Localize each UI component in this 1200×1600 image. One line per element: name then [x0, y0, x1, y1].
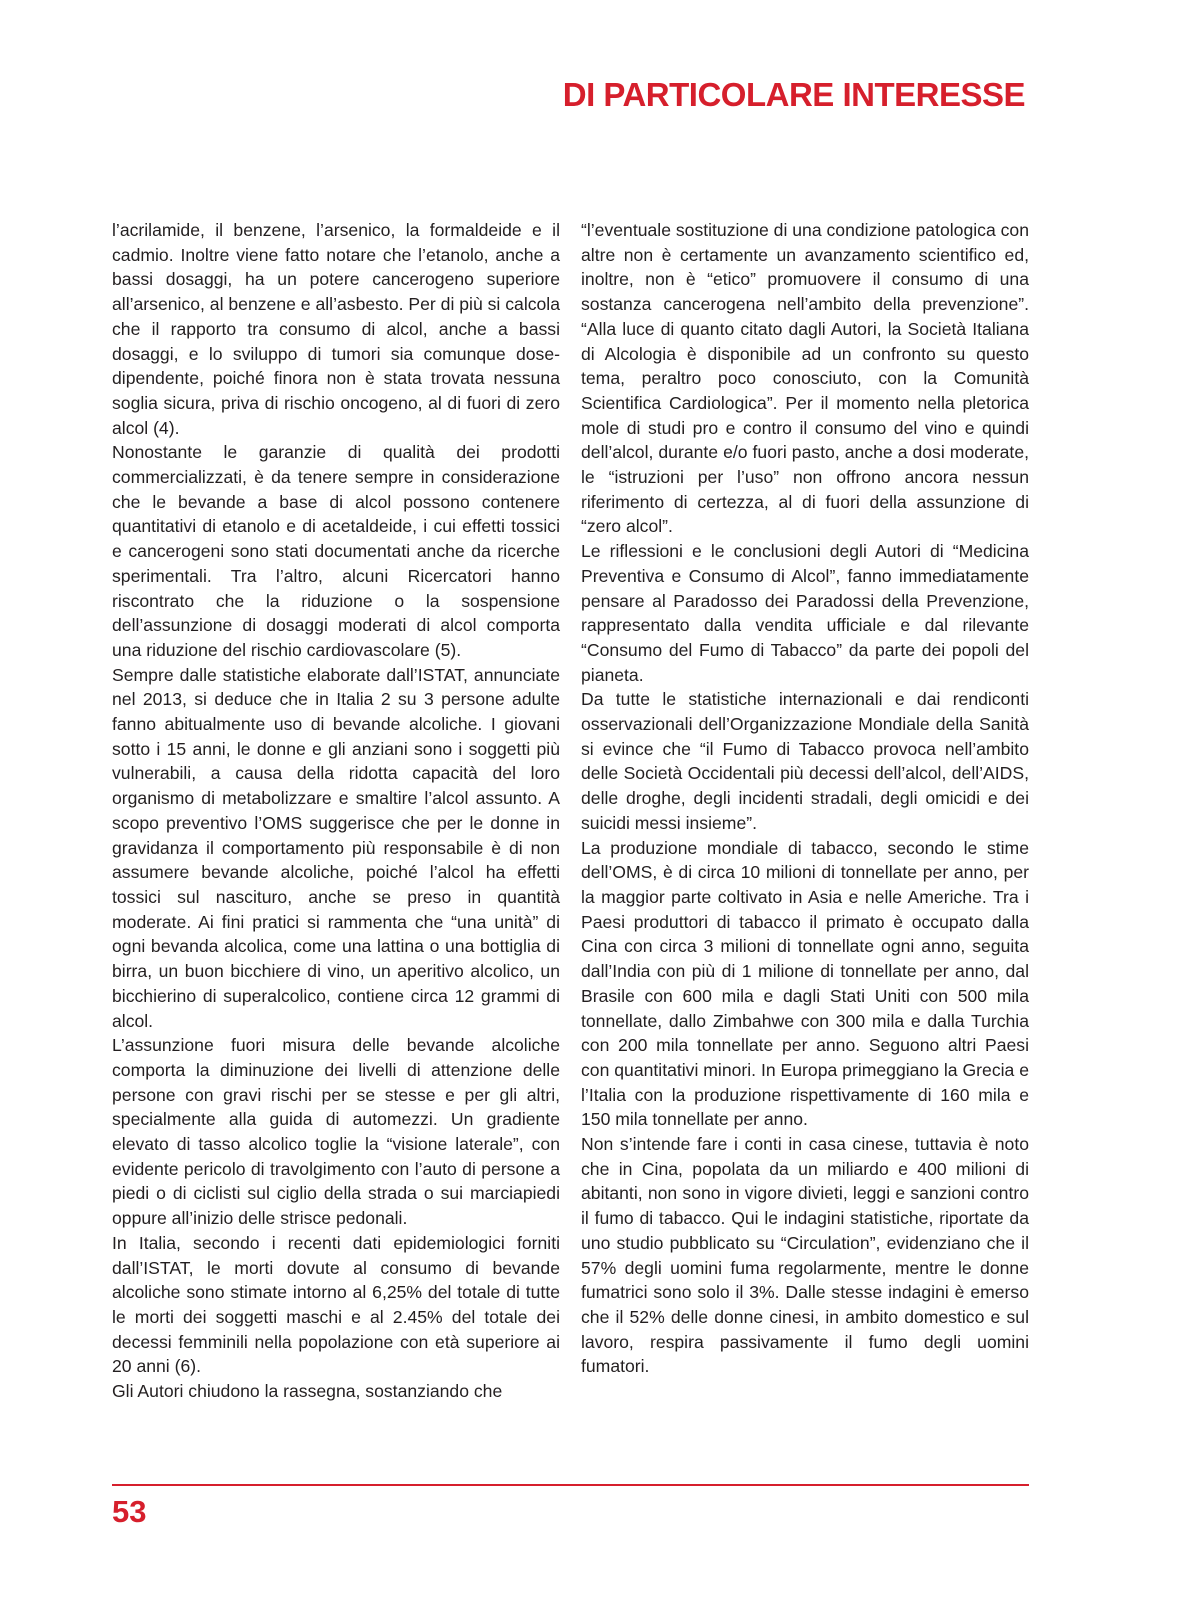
paragraph: Da tutte le statistiche internazionali e dai rendiconti osservazionali dell’Organizzazione Mondiale della Sanità si evince che “il Fumo di Tabacco provoca nell’ambito delle Società Occidentali più decessi dell’alcol, dell’AIDS, delle droghe, degli incidenti stradali, degli omicidi e dei suicidi messi insieme”. [581, 689, 1029, 833]
paragraph: “l’eventuale sostituzione di una condizione patologica con altre non è certamente un avanzamento scientifico ed, inoltre, non è “etico” promuovere il consumo di una sostanza cancerogena nell’ambito della prevenzione”. “Alla luce di quanto citato dagli Autori, la Società Italiana di Alcologia è disponibile ad un confronto su questo tema, peraltro poco conosciuto, con la Comunità Scientifica Cardiologica”. Per il momento nella pletorica mole di studi pro e contro il consumo del vino e quindi dell’alcol, durante e/o fuori pasto, anche a dosi moderate, le “istruzioni per l’uso” non offrono ancora nessun riferimento di certezza, al di fuori della assunzione di “zero alcol”. [581, 220, 1029, 537]
paragraph: l’acrilamide, il benzene, l’arsenico, la formaldeide e il cadmio. Inoltre viene fatto notare che l’etanolo, anche a bassi dosaggi, ha un potere cancerogeno superiore all’arsenico, al benzene e all’asbesto. Per di più si calcola che il rapporto tra consumo di alcol, anche a bassi dosaggi, e lo sviluppo di tumori sia comunque dose-dipendente, poiché finora non è stata trovata nessuna soglia sicura, priva di rischio oncogeno, al di fuori di zero alcol (4). [112, 220, 560, 438]
paragraph: Le riflessioni e le conclusioni degli Autori di “Medicina Preventiva e Consumo di Alcol”, fanno immediatamente pensare al Paradosso dei Paradossi della Prevenzione, rappresentato dalla vendita ufficiale e dal rilevante “Consumo del Fumo di Tabacco” da parte dei popoli del pianeta. [581, 541, 1029, 685]
page-number: 53 [112, 1494, 147, 1529]
paragraph: La produzione mondiale di tabacco, secondo le stime dell’OMS, è di circa 10 milioni di tonnellate per anno, per la maggior parte coltivato in Asia e nelle Americhe. Tra i Paesi produttori di tabacco il primato è occupato dalla Cina con circa 3 milioni di tonnellate ogni anno, seguita dall’India con più di 1 milione di tonnellate per anno, dal Brasile con 600 mila e dagli Stati Uniti con 500 mila tonnellate, dallo Zimbahwe con 300 mila e dalla Turchia con 200 mila tonnellate per anno. Seguono altri Paesi con quantitativi minori. In Europa primeggiano la Grecia e l’Italia con la produzione rispettivamente di 160 mila e 150 mila tonnellate per anno. [581, 837, 1029, 1130]
left-column [112, 218, 560, 1404]
paragraph: Sempre dalle statistiche elaborate dall’ISTAT, annunciate nel 2013, si deduce che in Italia 2 su 3 persone adulte fanno abitualmente uso di bevande alcoliche. I giovani sotto i 15 anni, le donne e gli anziani sono i soggetti più vulnerabili, a causa della ridotta capacità del loro organismo di metabolizzare e smaltire l’alcol assunto. A scopo preventivo l’OMS suggerisce che per le donne in gravidanza il comportamento più responsabile è di non assumere bevande alcoliche, poiché l’alcol ha effetti tossici sul nascituro, anche se preso in quantità moderate. Ai fini pratici si rammenta che “una unità” di ogni bevanda alcolica, come una lattina o una bottiglia di birra, un buon bicchiere di vino, un aperitivo alcolico, un bicchierino di superalcolico, contiene circa 12 grammi di alcol. [112, 664, 560, 1031]
article-body [112, 218, 1029, 1404]
footer-divider [112, 1484, 1029, 1486]
section-title: DI PARTICOLARE INTERESSE [562, 76, 1025, 113]
paragraph: L’assunzione fuori misura delle bevande alcoliche comporta la diminuzione dei livelli di attenzione delle persone con gravi rischi per se stesse e per gli altri, specialmente alla guida di automezzi. Un gradiente elevato di tasso alcolico toglie la “visione laterale”, con evidente pericolo di travolgimento con l’auto di persone a piedi o di ciclisti sul ciglio della strada o sui marciapiedi oppure all’inizio delle strisce pedonali. [112, 1035, 560, 1229]
paragraph: In Italia, secondo i recenti dati epidemiologici forniti dall’ISTAT, le morti dovute al consumo di bevande alcoliche sono stimate intorno al 6,25% del totale di tutte le morti dei soggetti maschi e al 2.45% del totale dei decessi femminili nella popolazione con età superiore ai 20 anni (6). [112, 1232, 560, 1377]
paragraph: Nonostante le garanzie di qualità dei prodotti commercializzati, è da tenere sempre in considerazione che le bevande a base di alcol possono contenere quantitativi di etanolo e di acetaldeide, i cui effetti tossici e cancerogeni sono stati documentati anche da ricerche sperimentali. Tra l’altro, alcuni Ricercatori hanno riscontrato che la riduzione o la sospensione dell’assunzione di dosaggi moderati di alcol comporta una riduzione del rischio cardiovascolare (5). [112, 442, 560, 660]
paragraph: Gli Autori chiudono la rassegna, sostanziando che [112, 1381, 503, 1402]
paragraph: Non s’intende fare i conti in casa cinese, tuttavia è noto che in Cina, popolata da un miliardo e 400 milioni di abitanti, non sono in vigore divieti, leggi e sanzioni contro il fumo di tabacco. Qui le indagini statistiche, riportate da uno studio pubblicato su “Circulation”, evidenziano che il 57% degli uomini fuma regolarmente, mentre le donne fumatrici sono solo il 3%. Dalle stesse indagini è emerso che il 52% delle donne cinesi, in ambito domestico e sul lavoro, respira passivamente il fumo degli uomini fumatori. [581, 1134, 1029, 1377]
right-column [581, 218, 1029, 1404]
